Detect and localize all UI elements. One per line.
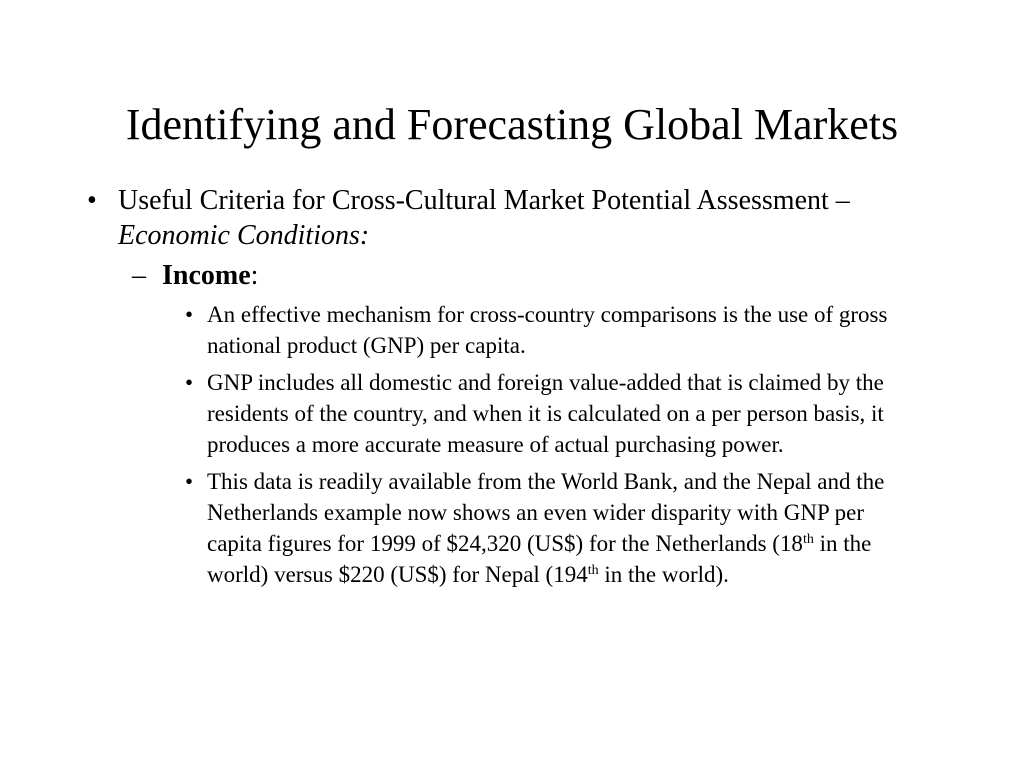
world-bank-text-part3: in the world). (598, 562, 729, 587)
ordinal-suffix: th (587, 563, 599, 578)
criteria-text: Useful Criteria for Cross-Cultural Market Potential Assessment – (118, 185, 850, 216)
bullet-marker: • (185, 370, 194, 395)
economic-conditions-text: Economic Conditions: (118, 220, 370, 251)
bullet-level3-gnp-mechanism (80, 299, 922, 361)
bullet-marker: • (185, 469, 194, 494)
income-colon: : (250, 260, 259, 291)
ordinal-suffix: th (802, 532, 814, 547)
gnp-definition-text: GNP includes all domestic and foreign value-added that is claimed by the residents of the country, and when it is calculated on a per person basis, it produces a more accurate measure of actual purchasing power. (207, 370, 884, 457)
income-label: Income (162, 260, 251, 291)
bullet-level3-world-bank (80, 466, 922, 590)
world-bank-text-part2: in the world) versus $220 (US$) for Nepal (194 (207, 531, 872, 587)
world-bank-text-part1: This data is readily available from the World Bank, and the Nepal and the Netherlands example now shows an even wider disparity with GNP per capita figures for 1999 of $24,320 (US$) for the Netherlands (18 (207, 469, 885, 556)
slide-title: Identifying and Forecasting Global Markets (125, 100, 899, 149)
bullet-level1 (80, 183, 930, 253)
gnp-mechanism-text: An effective mechanism for cross-country comparisons is the use of gross national product (GNP) per capita. (207, 302, 888, 358)
bullet-marker: • (185, 302, 194, 327)
bullet-marker: • (87, 185, 97, 216)
bullet-level2-income (80, 258, 930, 293)
slide-content (80, 183, 930, 590)
bullet-level3-gnp-definition (80, 367, 922, 460)
dash-marker: – (132, 260, 146, 291)
